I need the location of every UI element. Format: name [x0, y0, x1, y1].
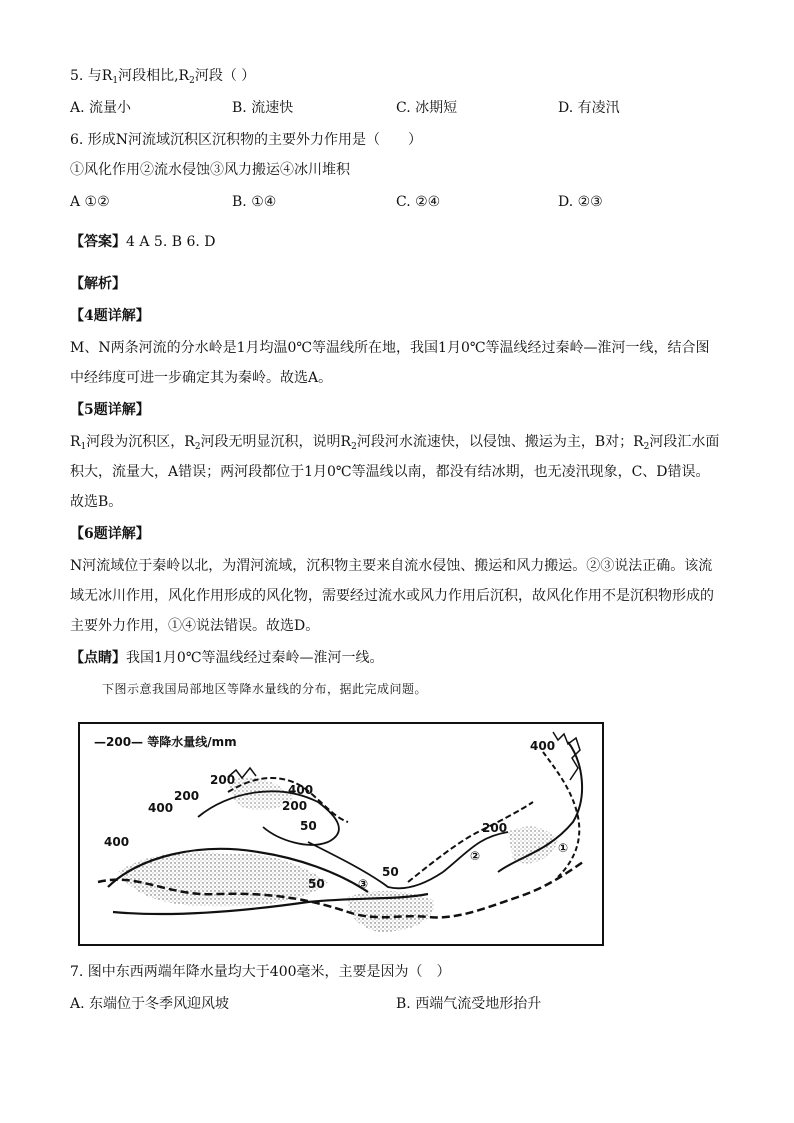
- map-marker-1: ①: [558, 841, 569, 855]
- detail5-line2: 积大，流量大，A错误；两河段都位于1月0℃等温线以南，都没有结冰期，也无凌汛现象，C、D错误。: [70, 464, 710, 480]
- map-label-50-center: 50: [308, 877, 325, 891]
- map-marker-3: ③: [358, 877, 369, 891]
- map-label-50-n: 50: [300, 819, 317, 833]
- detail6-line2: 域无冰川作用，风化作用形成的风化物，需要经过流水或风力作用后沉积，故风化作用不是沉积物形成的: [70, 588, 714, 604]
- map-label-400-ne: 400: [530, 739, 556, 753]
- map-label-50-e: 50: [382, 865, 399, 879]
- detail4-label: 【4题详解】: [70, 308, 150, 324]
- answer-line: 【答案】4 A 5. B 6. D: [70, 234, 216, 250]
- q5-option-a[interactable]: A. 流量小: [70, 100, 132, 116]
- q6-stem: 6. 形成N河流域沉积区沉积物的主要外力作用是（ ）: [70, 132, 423, 148]
- map-legend: —200— 等降水量线/mm: [94, 735, 237, 749]
- map-intro: 下图示意我国局部地区等降水量线的分布，据此完成问题。: [102, 682, 428, 696]
- q5-option-b[interactable]: B. 流速快: [232, 100, 294, 116]
- map-label-200-e: 200: [482, 821, 508, 835]
- q5-option-d[interactable]: D. 有凌汛: [558, 100, 620, 116]
- detail5-line1: $R_1$河段为沉积区，$R_2$河段无明显沉积，说明$R_2$河段河水流速快，以侵蚀、搬运为主，B对；$R_2$河段汇水面: [70, 434, 720, 452]
- map-label-200-a: 200: [210, 773, 236, 787]
- tip-line: 【点睛】我国1月0℃等温线经过秦岭—淮河一线。: [70, 650, 384, 666]
- detail6-line1: N河流域位于秦岭以北，为渭河流域，沉积物主要来自流水侵蚀、搬运和风力搬运。②③说法正确。该流: [70, 558, 713, 574]
- detail4-line1: M、N两条河流的分水岭是1月均温0℃等温线所在地，我国1月0℃等温线经过秦岭—淮河一线，结合图: [70, 340, 710, 356]
- map-label-200-b: 200: [174, 789, 200, 803]
- analysis-label: 【解析】: [70, 276, 126, 292]
- map-marker-2: ②: [470, 849, 481, 863]
- map-label-400-n: 400: [288, 783, 314, 797]
- detail6-label: 【6题详解】: [70, 526, 150, 542]
- detail6-line3: 主要外力作用，①④说法错误。故选D。: [70, 618, 320, 634]
- q6-option-a[interactable]: A ①②: [70, 194, 110, 210]
- q6-option-b[interactable]: B. ①④: [232, 194, 277, 210]
- map-label-400-far-w: 400: [104, 835, 130, 849]
- detail4-line2: 中经纬度可进一步确定其为秦岭。故选A。: [70, 370, 333, 386]
- detail5-label: 【5题详解】: [70, 402, 150, 418]
- q5-option-c[interactable]: C. 冰期短: [396, 100, 458, 116]
- q7-option-b[interactable]: B. 西端气流受地形抬升: [396, 996, 542, 1012]
- q6-option-d[interactable]: D. ②③: [558, 194, 603, 210]
- q5-stem: 5. 与$R_1$河段相比$,R_2$河段（ ）: [70, 68, 256, 86]
- detail5-line3: 故选B。: [70, 494, 123, 510]
- q6-option-c[interactable]: C. ②④: [396, 194, 441, 210]
- q7-option-a[interactable]: A. 东端位于冬季风迎风坡: [70, 996, 230, 1012]
- precipitation-map: [78, 722, 604, 946]
- map-label-200-n: 200: [282, 799, 308, 813]
- q7-stem: 7. 图中东西两端年降水量均大于400毫米，主要是因为（ ）: [70, 964, 451, 980]
- q6-list: ①风化作用②流水侵蚀③风力搬运④冰川堆积: [70, 162, 350, 178]
- map-label-400-w: 400: [148, 801, 174, 815]
